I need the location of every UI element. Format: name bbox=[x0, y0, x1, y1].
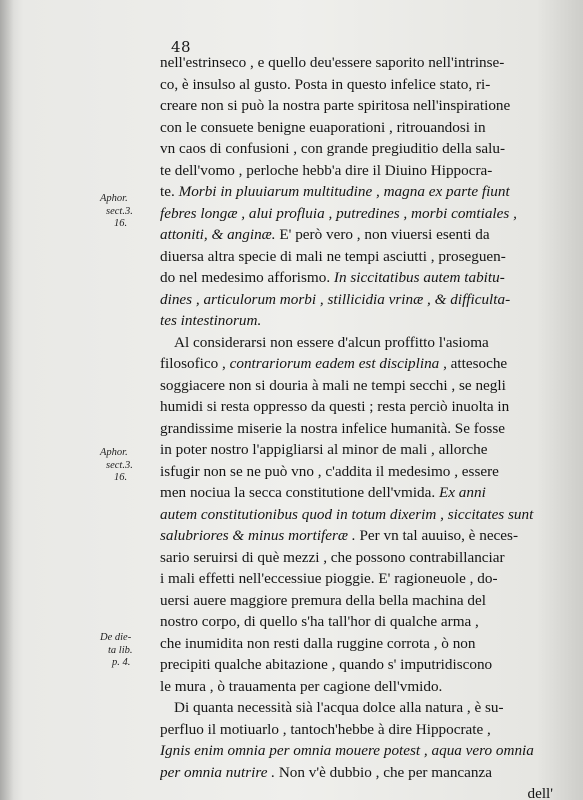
text-line: tes intestinorum. bbox=[160, 312, 262, 329]
text-line: che inumidita non resti dalla ruggine corrota , ò non bbox=[160, 634, 476, 652]
text-line: febres longæ , alui profluia , putredines , morbi comtiales , bbox=[160, 204, 517, 222]
text-line: vn caos di confusioni , con grande pregiuditio della salu- bbox=[160, 140, 506, 157]
text-line: te. Morbi in pluuiarum multitudine , magna ex parte fiunt bbox=[160, 183, 510, 200]
text-line: in poter nostro l'appigliarsi al minor de mali , allorche bbox=[160, 441, 488, 458]
text-line: isfugir non se ne può vno , c'addita il medesimo , essere bbox=[160, 462, 499, 480]
body-text bbox=[160, 52, 555, 800]
text-line: filosofico , contrariorum eadem est disciplina , attesoche bbox=[160, 355, 508, 372]
text-line: per omnia nutrire . Non v'è dubbio , che per mancanza bbox=[160, 763, 492, 781]
text-line: i mali effetti nell'eccessiue pioggie. E' ragioneuole , do- bbox=[160, 570, 498, 587]
text-line: creare non si può la nostra parte spiritosa nell'inspiratione bbox=[160, 97, 511, 114]
marginal-note-aphor-2 bbox=[100, 447, 158, 485]
text-line: sario seruirsi di què mezzi , che possono contrabillanciar bbox=[160, 548, 505, 566]
marginal-note-line: De die- bbox=[100, 632, 132, 643]
marginal-note-aphor-1 bbox=[100, 193, 158, 231]
marginal-note-line: Aphor. bbox=[100, 193, 128, 204]
marginal-note-line: sect.3. bbox=[106, 459, 133, 471]
text-line: le mura , ò trauamenta per cagione dell'vmido. bbox=[160, 677, 443, 695]
text-line: men nociua la secca constitutione dell'vmida. Ex anni bbox=[160, 484, 486, 501]
marginal-note-de-dieta bbox=[100, 632, 158, 670]
text-line: attoniti, & anginæ. E' però vero , non viuersi esenti da bbox=[160, 226, 490, 243]
marginal-note-line: 16. bbox=[114, 218, 128, 229]
text-line: Ignis enim omnia per omnia mouere potest , aqua vero omnia bbox=[160, 742, 534, 759]
text-line: Al considerarsi non essere d'alcun proffitto l'asioma bbox=[174, 333, 489, 351]
catchword: dell' bbox=[527, 785, 553, 800]
text-line: precipiti qualche abitazione , quando s' imputridiscono bbox=[160, 656, 493, 673]
text-line: humidi si resta oppresso da questi ; resta perciò inuolta in bbox=[160, 398, 510, 415]
marginal-note-line: sect.3. bbox=[106, 205, 133, 217]
text-line: soggiacere non si douria à mali ne tempi secchi , se negli bbox=[160, 376, 506, 394]
text-line: salubriores & minus mortiferæ . Per vn tal auuiso, è neces- bbox=[160, 527, 519, 544]
page-number: 48 bbox=[171, 38, 192, 56]
text-line: nostro corpo, di quello s'ha tall'hor di qualche arma , bbox=[160, 613, 479, 630]
text-line: dines , articulorum morbi , stillicidia vrinæ , & difficulta- bbox=[160, 290, 511, 308]
page-gutter-shadow bbox=[0, 0, 14, 800]
text-line: uersi auere maggiore premura della bella machina del bbox=[160, 591, 486, 609]
text-line: autem constitutionibus quod in totum dixerim , siccitates sunt bbox=[160, 505, 534, 523]
text-line: con le consuete benigne euaporationi , ritrouandosi in bbox=[160, 118, 486, 136]
marginal-note-line: 16. bbox=[114, 472, 128, 483]
text-line: co, è insulso al gusto. Posta in questo infelice stato, ri- bbox=[160, 75, 491, 93]
text-line: nell'estrinseco , e quello deu'essere saporito nell'intrinse- bbox=[160, 54, 505, 71]
marginal-note-line: p. 4. bbox=[112, 657, 131, 668]
text-line: do nel medesimo afforismo. In siccitatibus autem tabitu- bbox=[160, 269, 505, 286]
text-line: perfluo il motiuarlo , tantoch'hebbe à dire Hippocrate , bbox=[160, 720, 491, 738]
text-line: Di quanta necessità sià l'acqua dolce alla natura , è su- bbox=[174, 699, 504, 716]
text-line: diuersa altra specie di mali ne tempi asciutti , proseguen- bbox=[160, 247, 506, 265]
marginal-note-line: ta lib. bbox=[108, 644, 133, 656]
text-line: grandissime miserie la nostra infelice humanità. Se fosse bbox=[160, 419, 505, 437]
marginal-note-line: Aphor. bbox=[100, 447, 128, 458]
text-line: te dell'vomo , perloche hebb'a dire il Diuino Hippocra- bbox=[160, 161, 493, 179]
